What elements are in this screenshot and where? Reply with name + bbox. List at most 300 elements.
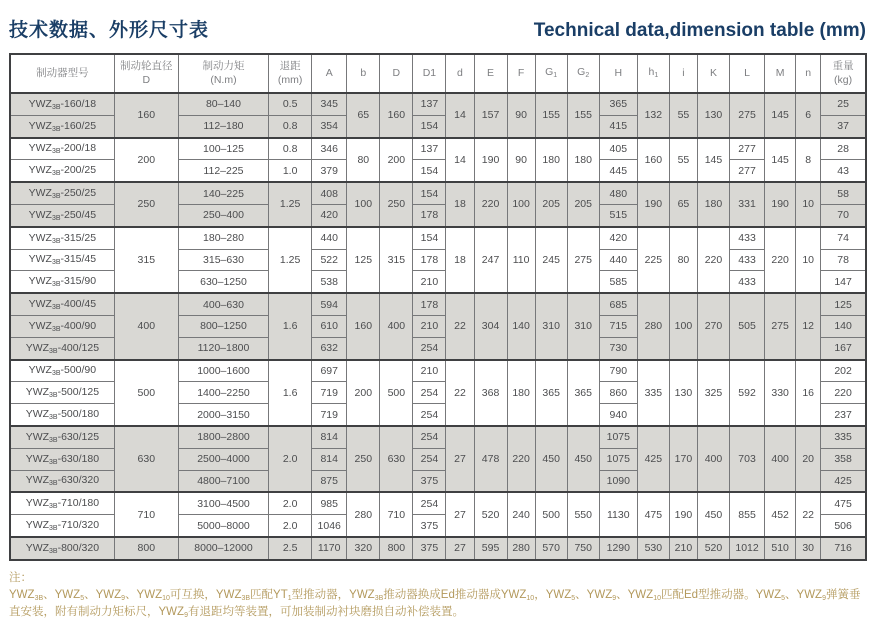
table-cell: 716 — [821, 537, 866, 560]
table-row — [10, 537, 866, 560]
table-cell: 500 — [380, 360, 413, 426]
table-cell: 610 — [312, 315, 347, 337]
table-cell: 2.0 — [269, 426, 312, 492]
table-cell: 65 — [669, 182, 697, 227]
table-cell: 90 — [507, 93, 535, 138]
spec-table-body — [10, 93, 866, 560]
page-title-zh: 技术数据、外形尺寸表 — [9, 20, 210, 41]
table-cell: 1120–1800 — [178, 337, 268, 359]
table-cell: 18 — [446, 227, 474, 293]
table-cell: 510 — [765, 537, 796, 560]
table-cell: 58 — [821, 182, 866, 204]
table-cell: 515 — [599, 204, 637, 226]
table-cell: 220 — [697, 227, 729, 293]
table-cell: 1400–2250 — [178, 382, 268, 404]
table-cell: 247 — [474, 227, 507, 293]
footnotes — [9, 570, 866, 622]
table-cell: 240 — [507, 492, 535, 537]
table-cell: 433 — [730, 249, 765, 271]
table-cell: 697 — [312, 360, 347, 382]
table-cell: 358 — [821, 448, 866, 470]
table-cell: 375 — [413, 537, 446, 560]
table-row — [10, 138, 866, 160]
table-cell: 145 — [765, 93, 796, 138]
column-header: $G_1$ — [535, 54, 567, 93]
table-cell: 1075 — [599, 448, 637, 470]
table-cell: 506 — [821, 515, 866, 537]
table-cell: 78 — [821, 249, 866, 271]
column-header: n — [796, 54, 821, 93]
table-cell: 595 — [474, 537, 507, 560]
table-cell: 800 — [114, 537, 178, 560]
table-cell: 180 — [567, 138, 599, 183]
table-cell: 405 — [599, 138, 637, 160]
table-cell: $YWZ_{3B}-710/180$ — [10, 492, 114, 514]
table-cell: 365 — [599, 93, 637, 115]
table-cell: 703 — [730, 426, 765, 492]
table-cell: 940 — [599, 404, 637, 426]
table-cell: 570 — [535, 537, 567, 560]
table-cell: 860 — [599, 382, 637, 404]
table-cell: 16 — [796, 360, 821, 426]
table-cell: 270 — [697, 293, 729, 359]
table-cell: 74 — [821, 227, 866, 249]
table-cell: 710 — [380, 492, 413, 537]
table-cell: 80 — [669, 227, 697, 293]
table-cell: 130 — [697, 93, 729, 138]
table-cell: 220 — [765, 227, 796, 293]
table-cell: 154 — [413, 182, 446, 204]
table-cell: 280 — [347, 492, 380, 537]
table-row — [10, 426, 866, 448]
column-header: 制动力矩 (N.m) — [178, 54, 268, 93]
table-cell: 154 — [413, 227, 446, 249]
note-label: 注： — [9, 571, 32, 584]
table-cell: 160 — [114, 93, 178, 138]
table-cell: 790 — [599, 360, 637, 382]
column-header: F — [507, 54, 535, 93]
table-cell: 2.0 — [269, 492, 312, 514]
table-cell: $YWZ_{3B}-630/320$ — [10, 470, 114, 492]
table-cell: 1.0 — [269, 160, 312, 182]
table-cell: 500 — [535, 492, 567, 537]
table-cell: 375 — [413, 515, 446, 537]
table-cell: 100 — [347, 182, 380, 227]
table-cell: 452 — [765, 492, 796, 537]
table-cell: 719 — [312, 382, 347, 404]
table-cell: 22 — [446, 360, 474, 426]
table-cell: 22 — [446, 293, 474, 359]
table-cell: 12 — [796, 293, 821, 359]
table-cell: 400 — [114, 293, 178, 359]
table-cell: 1290 — [599, 537, 637, 560]
table-cell: 330 — [765, 360, 796, 426]
table-cell: 275 — [765, 293, 796, 359]
table-cell: 5000–8000 — [178, 515, 268, 537]
table-cell: 160 — [380, 93, 413, 138]
table-cell: 400 — [765, 426, 796, 492]
table-row — [10, 182, 866, 204]
table-cell: 190 — [637, 182, 669, 227]
table-cell: 505 — [730, 293, 765, 359]
table-cell: 250 — [347, 426, 380, 492]
column-header: L — [730, 54, 765, 93]
table-cell: 147 — [821, 271, 866, 293]
column-header: $h_1$ — [637, 54, 669, 93]
table-cell: 335 — [821, 426, 866, 448]
table-cell: 254 — [413, 448, 446, 470]
table-row — [10, 360, 866, 382]
table-cell: 315 — [380, 227, 413, 293]
table-cell: 132 — [637, 93, 669, 138]
table-cell: 140–225 — [178, 182, 268, 204]
table-cell: 800 — [380, 537, 413, 560]
table-cell: 0.5 — [269, 93, 312, 115]
table-cell: 28 — [821, 138, 866, 160]
table-cell: 592 — [730, 360, 765, 426]
table-cell: 4800–7100 — [178, 470, 268, 492]
column-header: H — [599, 54, 637, 93]
table-cell: $YWZ_{3B}-160/25$ — [10, 115, 114, 137]
table-cell: 530 — [637, 537, 669, 560]
table-cell: 254 — [413, 492, 446, 514]
table-cell: 450 — [535, 426, 567, 492]
table-cell: 125 — [347, 227, 380, 293]
table-cell: $YWZ_{3B}-710/320$ — [10, 515, 114, 537]
table-cell: 320 — [347, 537, 380, 560]
table-cell: 368 — [474, 360, 507, 426]
table-cell: 155 — [567, 93, 599, 138]
table-cell: $YWZ_{3B}-315/25$ — [10, 227, 114, 249]
table-cell: 365 — [535, 360, 567, 426]
table-cell: 480 — [599, 182, 637, 204]
table-cell: 630–1250 — [178, 271, 268, 293]
table-cell: 225 — [637, 227, 669, 293]
table-cell: 800–1250 — [178, 315, 268, 337]
table-cell: 520 — [697, 537, 729, 560]
table-cell: 254 — [413, 337, 446, 359]
table-cell: 210 — [413, 315, 446, 337]
table-cell: 254 — [413, 426, 446, 448]
table-cell: 433 — [730, 271, 765, 293]
column-header: 制动轮直径 D — [114, 54, 178, 93]
table-cell: $YWZ_{3B}-800/320$ — [10, 537, 114, 560]
table-cell: 475 — [637, 492, 669, 537]
table-cell: 155 — [535, 93, 567, 138]
table-cell: $YWZ_{3B}-315/90$ — [10, 271, 114, 293]
table-cell: 814 — [312, 448, 347, 470]
table-cell: 80 — [347, 138, 380, 183]
table-cell: 112–225 — [178, 160, 268, 182]
table-cell: 18 — [446, 182, 474, 227]
table-cell: 14 — [446, 138, 474, 183]
table-cell: 685 — [599, 293, 637, 315]
table-cell: 277 — [730, 160, 765, 182]
table-cell: 210 — [413, 271, 446, 293]
table-cell: 140 — [507, 293, 535, 359]
table-cell: 2.0 — [269, 515, 312, 537]
table-cell: 1.6 — [269, 293, 312, 359]
table-cell: 154 — [413, 160, 446, 182]
table-cell: 178 — [413, 293, 446, 315]
table-cell: 180 — [697, 182, 729, 227]
table-cell: 180–280 — [178, 227, 268, 249]
column-header: E — [474, 54, 507, 93]
table-row — [10, 492, 866, 514]
table-cell: 0.8 — [269, 115, 312, 137]
table-cell: 6 — [796, 93, 821, 138]
table-cell: 354 — [312, 115, 347, 137]
table-cell: 379 — [312, 160, 347, 182]
table-cell: 250–400 — [178, 204, 268, 226]
column-header: b — [347, 54, 380, 93]
table-cell: 160 — [637, 138, 669, 183]
table-cell: 345 — [312, 93, 347, 115]
header-row — [10, 54, 866, 93]
table-cell: 875 — [312, 470, 347, 492]
table-cell: 280 — [637, 293, 669, 359]
table-cell: 190 — [474, 138, 507, 183]
table-cell: 730 — [599, 337, 637, 359]
table-cell: 20 — [796, 426, 821, 492]
table-cell: 315–630 — [178, 249, 268, 271]
table-cell: 715 — [599, 315, 637, 337]
table-cell: 1.25 — [269, 182, 312, 227]
table-cell: 37 — [821, 115, 866, 137]
table-cell: 178 — [413, 204, 446, 226]
table-cell: 440 — [599, 249, 637, 271]
table-cell: 315 — [114, 227, 178, 293]
table-cell: 27 — [446, 492, 474, 537]
table-cell: 2500–4000 — [178, 448, 268, 470]
table-cell: 220 — [507, 426, 535, 492]
table-cell: 400 — [697, 426, 729, 492]
table-cell: 475 — [821, 492, 866, 514]
table-cell: 1170 — [312, 537, 347, 560]
column-header: d — [446, 54, 474, 93]
table-cell: 1.25 — [269, 227, 312, 293]
table-cell: 25 — [821, 93, 866, 115]
column-header: 重量 (kg) — [821, 54, 866, 93]
table-cell: 180 — [507, 360, 535, 426]
table-cell: 10 — [796, 227, 821, 293]
column-header: 退距 (mm) — [269, 54, 312, 93]
table-cell: 145 — [697, 138, 729, 183]
table-cell: 8 — [796, 138, 821, 183]
table-cell: 1000–1600 — [178, 360, 268, 382]
table-cell: $YWZ_{3B}-400/90$ — [10, 315, 114, 337]
table-cell: 137 — [413, 138, 446, 160]
table-cell: 1075 — [599, 426, 637, 448]
table-cell: 630 — [114, 426, 178, 492]
table-cell: 2000–3150 — [178, 404, 268, 426]
table-cell: $YWZ_{3B}-200/18$ — [10, 138, 114, 160]
table-cell: 205 — [535, 182, 567, 227]
table-cell: 275 — [567, 227, 599, 293]
table-cell: 55 — [669, 138, 697, 183]
spec-table-head — [10, 54, 866, 93]
table-cell: $YWZ_{3B}-250/45$ — [10, 204, 114, 226]
table-cell: 445 — [599, 160, 637, 182]
column-header: D — [380, 54, 413, 93]
note-text: $YWZ_{3B}$、$YWZ_5$、$YWZ_9$、$YWZ_{10}$可互换，$YWZ_{3B}$匹配$YT_1$型推动器，$YWZ_{3B}$推动器换成Ed推动器成$YWZ_{10}$，$YWZ_5$、$YWZ_9$、$YWZ_{10}$匹配Ed型推动器。$YWZ_5$、$YWZ_9$弹簧垂直安装，附有制动力矩标尺，$YWZ_9$有退距均等装置，可加装制动衬块磨损自动补偿装置。 — [9, 588, 861, 620]
table-cell: 277 — [730, 138, 765, 160]
table-cell: 1090 — [599, 470, 637, 492]
table-cell: $YWZ_{3B}-400/125$ — [10, 337, 114, 359]
table-cell: 440 — [312, 227, 347, 249]
table-cell: $YWZ_{3B}-500/125$ — [10, 382, 114, 404]
table-cell: 190 — [669, 492, 697, 537]
table-cell: 200 — [380, 138, 413, 183]
table-cell: 346 — [312, 138, 347, 160]
table-cell: 137 — [413, 93, 446, 115]
table-cell: 310 — [535, 293, 567, 359]
table-cell: 205 — [567, 182, 599, 227]
table-cell: 180 — [535, 138, 567, 183]
table-cell: 245 — [535, 227, 567, 293]
table-cell: 200 — [347, 360, 380, 426]
table-cell: 538 — [312, 271, 347, 293]
table-cell: 1012 — [730, 537, 765, 560]
table-cell: $YWZ_{3B}-400/45$ — [10, 293, 114, 315]
table-cell: 425 — [821, 470, 866, 492]
table-cell: 27 — [446, 537, 474, 560]
table-cell: 585 — [599, 271, 637, 293]
table-cell: 304 — [474, 293, 507, 359]
table-row — [10, 93, 866, 115]
table-cell: $YWZ_{3B}-630/125$ — [10, 426, 114, 448]
table-cell: 0.8 — [269, 138, 312, 160]
table-cell: $YWZ_{3B}-250/25$ — [10, 182, 114, 204]
table-cell: 30 — [796, 537, 821, 560]
table-cell: 22 — [796, 492, 821, 537]
table-row — [10, 293, 866, 315]
table-cell: $YWZ_{3B}-500/90$ — [10, 360, 114, 382]
table-cell: 55 — [669, 93, 697, 138]
table-cell: 200 — [114, 138, 178, 183]
page-title-en: Technical data,dimension table (mm) — [533, 20, 866, 41]
table-cell: 522 — [312, 249, 347, 271]
table-cell: 450 — [567, 426, 599, 492]
column-header: i — [669, 54, 697, 93]
table-cell: 275 — [730, 93, 765, 138]
table-cell: 400 — [380, 293, 413, 359]
table-cell: 433 — [730, 227, 765, 249]
table-cell: 375 — [413, 470, 446, 492]
table-cell: 1.6 — [269, 360, 312, 426]
table-cell: 331 — [730, 182, 765, 227]
table-cell: 710 — [114, 492, 178, 537]
table-cell: 1130 — [599, 492, 637, 537]
table-cell: 10 — [796, 182, 821, 227]
table-cell: 408 — [312, 182, 347, 204]
table-cell: 110 — [507, 227, 535, 293]
table-cell: $YWZ_{3B}-315/45$ — [10, 249, 114, 271]
table-cell: 210 — [669, 537, 697, 560]
table-cell: 157 — [474, 93, 507, 138]
table-cell: 167 — [821, 337, 866, 359]
column-header: K — [697, 54, 729, 93]
table-cell: 100–125 — [178, 138, 268, 160]
table-cell: 250 — [114, 182, 178, 227]
column-header: M — [765, 54, 796, 93]
table-cell: 254 — [413, 382, 446, 404]
column-header: D1 — [413, 54, 446, 93]
table-cell: 130 — [669, 360, 697, 426]
column-header: 制动器型号 — [10, 54, 114, 93]
table-cell: 140 — [821, 315, 866, 337]
table-cell: 70 — [821, 204, 866, 226]
column-header: $G_2$ — [567, 54, 599, 93]
table-cell: 335 — [637, 360, 669, 426]
table-cell: 550 — [567, 492, 599, 537]
table-cell: 125 — [821, 293, 866, 315]
table-cell: 520 — [474, 492, 507, 537]
table-cell: $YWZ_{3B}-160/18$ — [10, 93, 114, 115]
table-cell: 500 — [114, 360, 178, 426]
table-cell: 220 — [474, 182, 507, 227]
table-cell: 43 — [821, 160, 866, 182]
spec-table — [9, 53, 867, 561]
table-cell: 8000–12000 — [178, 537, 268, 560]
table-cell: 750 — [567, 537, 599, 560]
table-cell: 985 — [312, 492, 347, 514]
table-cell: 100 — [669, 293, 697, 359]
table-cell: 2.5 — [269, 537, 312, 560]
table-cell: 27 — [446, 426, 474, 492]
table-cell: 160 — [347, 293, 380, 359]
table-cell: 250 — [380, 182, 413, 227]
table-cell: 14 — [446, 93, 474, 138]
table-cell: 1046 — [312, 515, 347, 537]
table-cell: 280 — [507, 537, 535, 560]
table-cell: 112–180 — [178, 115, 268, 137]
table-cell: 719 — [312, 404, 347, 426]
page-header — [0, 0, 875, 51]
column-header: A — [312, 54, 347, 93]
table-cell: 415 — [599, 115, 637, 137]
table-cell: 90 — [507, 138, 535, 183]
table-cell: 1800–2800 — [178, 426, 268, 448]
table-cell: 855 — [730, 492, 765, 537]
table-cell: $YWZ_{3B}-500/180$ — [10, 404, 114, 426]
table-cell: 478 — [474, 426, 507, 492]
table-cell: 632 — [312, 337, 347, 359]
table-cell: 145 — [765, 138, 796, 183]
table-row — [10, 227, 866, 249]
table-cell: 210 — [413, 360, 446, 382]
table-cell: 3100–4500 — [178, 492, 268, 514]
table-cell: 170 — [669, 426, 697, 492]
table-cell: 630 — [380, 426, 413, 492]
table-cell: 365 — [567, 360, 599, 426]
table-cell: 178 — [413, 249, 446, 271]
table-cell: 190 — [765, 182, 796, 227]
table-cell: 310 — [567, 293, 599, 359]
table-cell: 420 — [312, 204, 347, 226]
table-cell: 237 — [821, 404, 866, 426]
table-cell: 594 — [312, 293, 347, 315]
table-cell: 65 — [347, 93, 380, 138]
table-cell: 420 — [599, 227, 637, 249]
table-cell: 100 — [507, 182, 535, 227]
table-cell: 814 — [312, 426, 347, 448]
table-cell: 400–630 — [178, 293, 268, 315]
table-cell: 254 — [413, 404, 446, 426]
table-cell: 202 — [821, 360, 866, 382]
table-cell: 154 — [413, 115, 446, 137]
table-cell: 80–140 — [178, 93, 268, 115]
